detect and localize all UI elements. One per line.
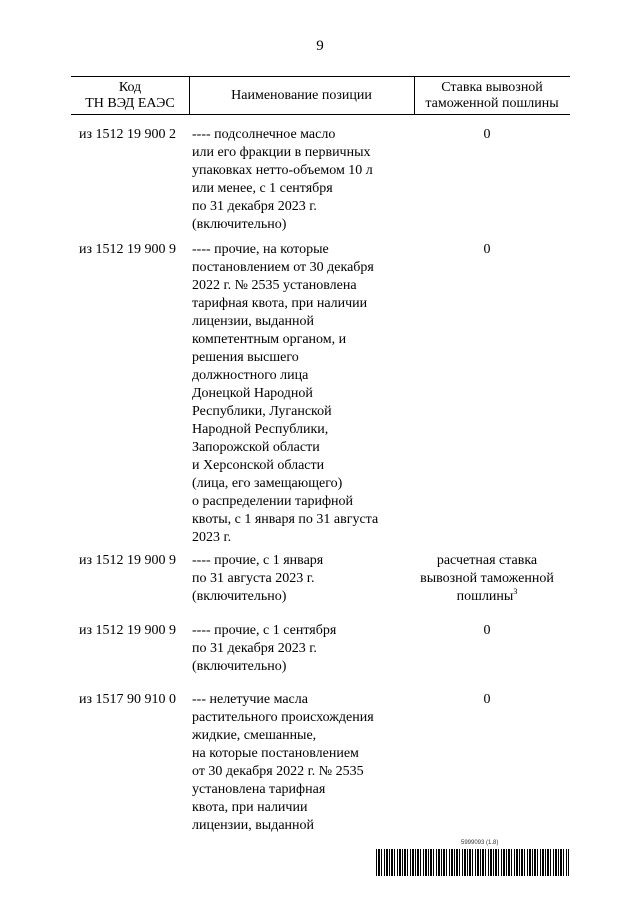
row-name-line: (включительно) bbox=[192, 589, 287, 604]
row-name-line: о распределении тарифной bbox=[192, 494, 354, 509]
document-id: 5999093 (1.8) bbox=[461, 840, 499, 846]
row-name-line: 2022 г. № 2535 установлена bbox=[192, 278, 357, 293]
page-number: 9 bbox=[316, 38, 324, 54]
row-rate-line: расчетная ставка bbox=[436, 553, 538, 568]
row-name-line: и Херсонской области bbox=[192, 458, 325, 473]
row-rate-line: 0 bbox=[483, 127, 491, 142]
row-name-line: от 30 декабря 2022 г. № 2535 bbox=[192, 764, 364, 779]
row-name-line: ---- прочие, с 1 сентября bbox=[192, 623, 337, 638]
row-name-line: по 31 декабря 2023 г. bbox=[192, 199, 317, 214]
row-code: из 1512 19 900 2 bbox=[79, 127, 177, 142]
row-name-line: или его фракции в первичных bbox=[192, 145, 371, 160]
row-code: из 1512 19 900 9 bbox=[79, 242, 177, 257]
row-name-line: квоты, с 1 января по 31 августа bbox=[192, 512, 379, 527]
row-name-line: решения высшего bbox=[192, 350, 299, 365]
row-name bbox=[192, 552, 407, 606]
row-rate bbox=[413, 622, 561, 640]
row-code: из 1512 19 900 9 bbox=[79, 553, 177, 568]
row-name-line: (включительно) bbox=[192, 659, 287, 674]
header-code-line2: ТН ВЭД ЕАЭС bbox=[85, 95, 175, 111]
row-name-line: ---- прочие, на которые bbox=[192, 242, 329, 257]
row-rate-line: 0 bbox=[483, 242, 491, 257]
footnote-marker: 3 bbox=[513, 587, 518, 596]
row-name-line: упаковках нетто-объемом 10 л bbox=[192, 163, 373, 178]
row-name-line: лицензии, выданной bbox=[192, 314, 315, 329]
row-name-line: по 31 августа 2023 г. bbox=[192, 571, 315, 586]
row-name bbox=[192, 691, 407, 835]
barcode-image bbox=[376, 849, 569, 876]
row-name-line: лицензии, выданной bbox=[192, 818, 315, 833]
row-name-line: Народной Республики, bbox=[192, 422, 329, 437]
row-rate bbox=[413, 126, 561, 144]
header-rate-line2: таможенной пошлины bbox=[425, 95, 559, 111]
row-name-line: или менее, с 1 сентября bbox=[192, 181, 333, 196]
row-name-line: ---- прочие, с 1 января bbox=[192, 553, 324, 568]
row-name-line: Донецкой Народной bbox=[192, 386, 313, 401]
row-name-line: Запорожской области bbox=[192, 440, 320, 455]
header-name bbox=[189, 77, 414, 114]
row-name-line: растительного происхождения bbox=[192, 710, 374, 725]
row-name-line: компетентным органом, и bbox=[192, 332, 347, 347]
header-code bbox=[71, 77, 189, 114]
row-rate-line: 0 bbox=[483, 623, 491, 638]
header-name-label: Наименование позиции bbox=[231, 87, 372, 103]
row-name bbox=[192, 622, 407, 676]
row-name-line: жидкие, смешанные, bbox=[192, 728, 317, 743]
table-header bbox=[71, 76, 570, 115]
row-rate bbox=[413, 691, 561, 709]
row-name-line: квота, при наличии bbox=[192, 800, 308, 815]
row-name-line: по 31 декабря 2023 г. bbox=[192, 641, 317, 656]
row-rate-text: пошлины bbox=[456, 589, 514, 604]
row-name bbox=[192, 241, 407, 547]
row-name-line: постановлением от 30 декабря bbox=[192, 260, 374, 275]
row-name-line: (включительно) bbox=[192, 217, 287, 232]
row-name-line: ---- подсолнечное масло bbox=[192, 127, 336, 142]
row-rate-line: 0 bbox=[483, 692, 491, 707]
row-rate bbox=[413, 552, 561, 606]
row-rate bbox=[413, 241, 561, 259]
row-rate-line: вывозной таможенной bbox=[420, 571, 554, 586]
row-rate-line bbox=[413, 588, 561, 606]
row-name bbox=[192, 126, 407, 234]
row-name-line: установлена тарифная bbox=[192, 782, 326, 797]
row-name-line: --- нелетучие масла bbox=[192, 692, 308, 707]
row-name-line: (лица, его замещающего) bbox=[192, 476, 343, 491]
row-name-line: 2023 г. bbox=[192, 530, 232, 545]
header-code-line1: Код bbox=[118, 79, 142, 95]
row-name-line: Республики, Луганской bbox=[192, 404, 332, 419]
header-rate bbox=[414, 77, 570, 114]
row-code: из 1517 90 910 0 bbox=[79, 692, 177, 707]
row-code: из 1512 19 900 9 bbox=[79, 623, 177, 638]
row-name-line: на которые постановлением bbox=[192, 746, 359, 761]
row-name-line: тарифная квота, при наличии bbox=[192, 296, 368, 311]
row-name-line: должностного лица bbox=[192, 368, 309, 383]
header-rate-line1: Ставка вывозной bbox=[441, 79, 543, 95]
